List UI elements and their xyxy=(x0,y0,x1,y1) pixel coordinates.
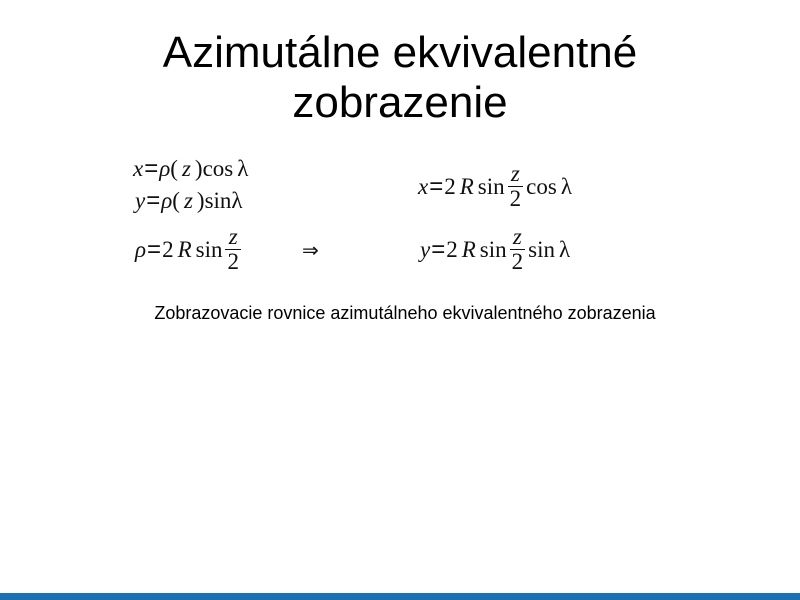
equation-x-final: x = 2 R sin $\frac{z}{2}$ cos λ xyxy=(418,161,572,211)
fraction-z-over-2: $\frac{z}{2}$ xyxy=(511,224,524,274)
footer-accent-bar xyxy=(0,593,800,600)
equation-y-final: y = 2 R sin $\frac{z}{2}$ sin λ xyxy=(420,224,571,274)
fraction-z-over-2: $\frac{z}{2}$ xyxy=(509,161,522,211)
equation-x-rho: x = ρ ( z ) cos λ xyxy=(133,155,249,182)
fraction-z-over-2: $\frac{z}{2}$ xyxy=(227,224,239,274)
implies-arrow: ⇒ xyxy=(302,238,319,262)
equation-caption: Zobrazovacie rovnice azimutálneho ekvivalentného zobrazenia xyxy=(154,303,656,323)
slide-title-line2: zobrazenie xyxy=(292,78,508,127)
slide-title-line1: Azimutálne ekvivalentné xyxy=(162,28,638,77)
equation-rho: ρ = 2 R sin $\frac{z}{2}$ xyxy=(135,224,239,274)
equation-y-rho: y = ρ ( z ) sin λ xyxy=(135,187,243,214)
slide-title xyxy=(0,28,800,128)
